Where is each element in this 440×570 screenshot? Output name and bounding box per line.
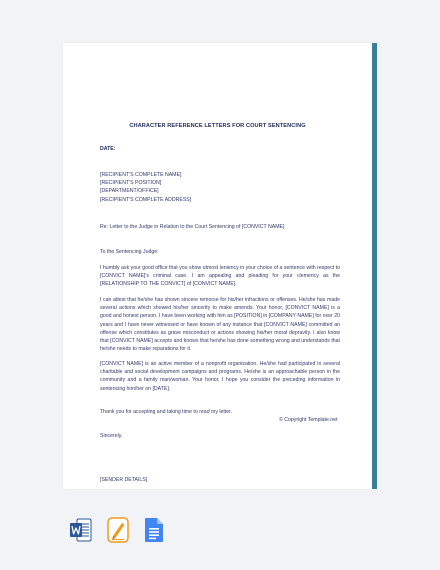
word-icon[interactable] bbox=[70, 517, 92, 548]
paragraph-1: I humbly ask your good office that you show utmost leniency in your choice of a sentence with respect to [CONVICT NAME]'s criminal case. I am appealing and pleading for your clemency as the [RELATIONSHIP TO THE CONVICT] of [CONVICT NAME]. bbox=[100, 265, 340, 288]
sender-details: [SENDER DETAILS] bbox=[100, 477, 148, 483]
recipient-position: [RECIPIENT'S POSITION] bbox=[100, 180, 162, 187]
pages-icon[interactable] bbox=[107, 517, 129, 548]
subject-line: Re: Letter to the Judge in Relation to the Court Sentencing of [CONVICT NAME] bbox=[100, 224, 285, 230]
paragraph-4: Thank you for accepting and taking time to read my letter. bbox=[100, 409, 233, 415]
recipient-block bbox=[100, 171, 340, 204]
closing: Sincerely, bbox=[100, 433, 123, 439]
recipient-name: [RECIPIENT'S COMPLETE NAME] bbox=[100, 172, 182, 178]
salutation: To the Sentencing Judge: bbox=[100, 249, 159, 255]
google-docs-icon[interactable] bbox=[144, 517, 164, 548]
copyright-text: © Copyright Template.net bbox=[279, 417, 338, 423]
recipient-department: [DEPARTMENT/OFFICE] bbox=[100, 188, 159, 195]
recipient-address: [RECIPIENT'S COMPLETE ADDRESS] bbox=[100, 196, 192, 203]
document-title: CHARACTER REFERENCE LETTERS FOR COURT SENTENCING bbox=[129, 123, 306, 129]
paragraph-3: [CONVICT NAME] is an active member of a nonprofit organization. He/she had participated in several charitable and social development campaigns and programs. He/she is an approachable person in the community and a family man/woman. Your honor, I hope you consider the preceding information in sentencing him/her on [DATE]. bbox=[100, 361, 340, 392]
accent-bar bbox=[372, 43, 377, 489]
paragraph-2: I can attest that he/she has shown sincere remorse for his/her infractions or offenses. He/she has made several actions which showed his/her sincerity to make amends. Your honor, [CONVICT NAME] is a good and honest person. I have been working with him as [POSITION] in [COMPANY NAME] for over 20 years and I have never witnessed or have known of any instance that [CONVICT NAME] committed an offense which constitutes as grave misconduct or actions showing his/her moral depravity. I also know that [CONVICT NAME] accepts and knows that he/she has done something wrong and understands that he/she needs to make reparations for it. bbox=[100, 297, 340, 353]
date-label: DATE: bbox=[100, 146, 116, 152]
